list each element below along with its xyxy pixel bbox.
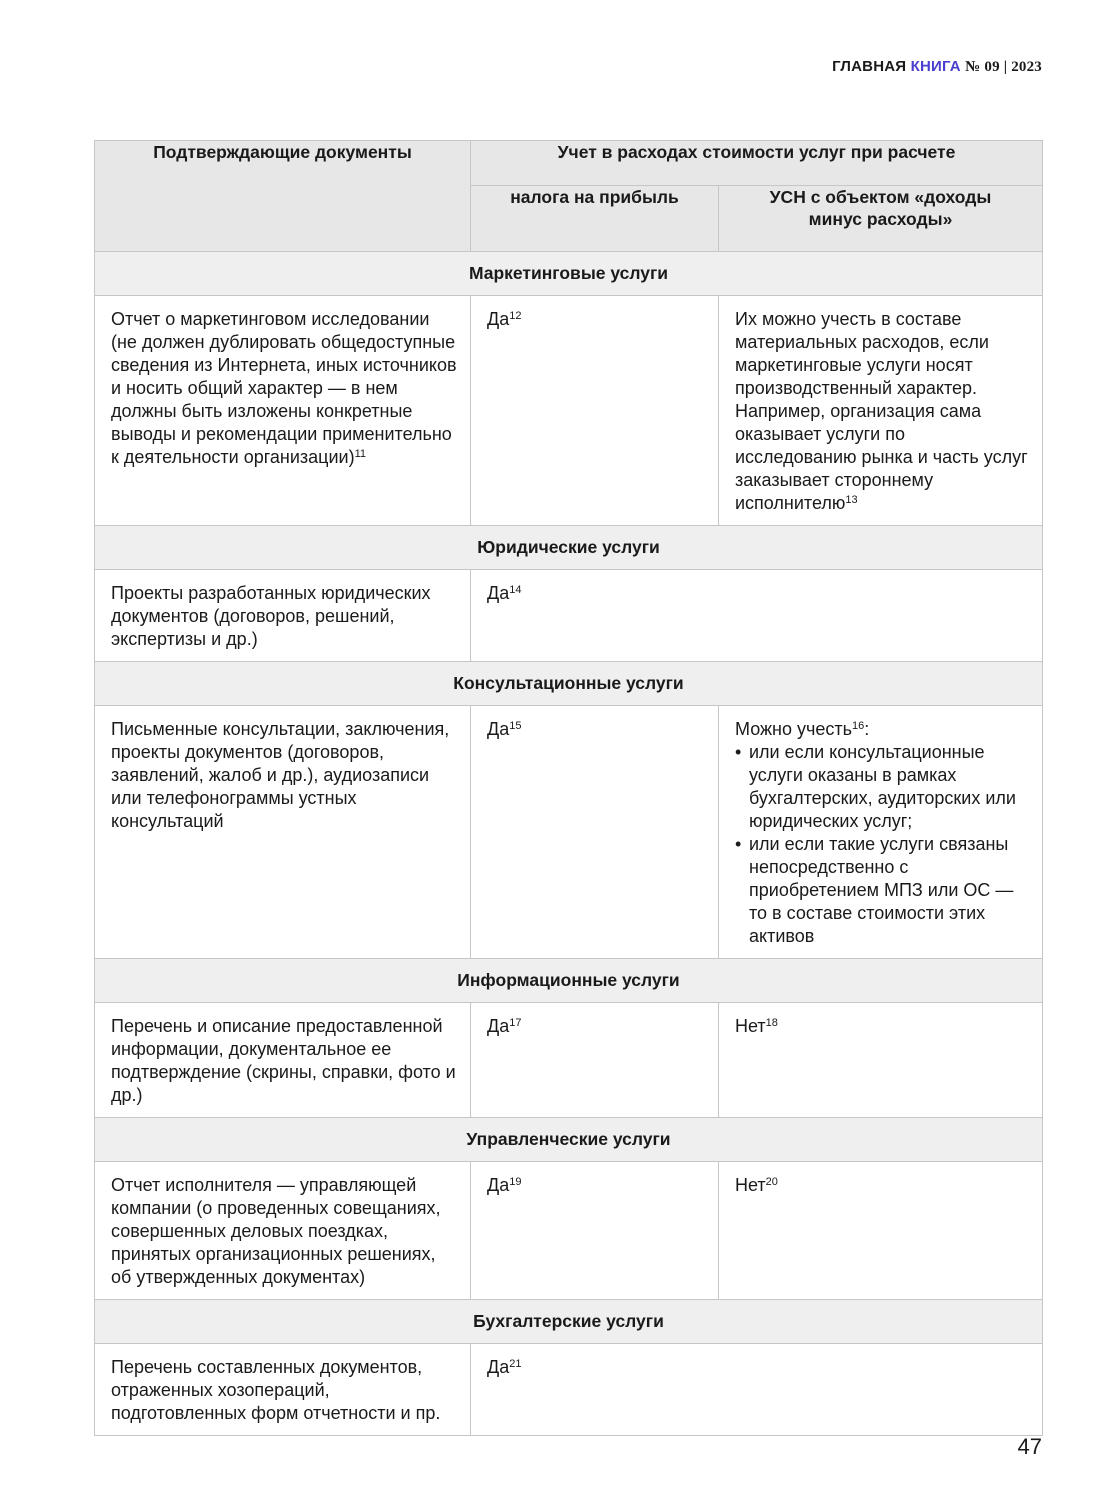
profit-text: Да xyxy=(487,1357,510,1377)
footnote-ref: 14 xyxy=(509,584,522,596)
header-docs: Подтверждающие документы xyxy=(95,141,471,252)
usn-bullet-list xyxy=(735,741,1030,948)
section-title: Маркетинговые услуги xyxy=(95,252,1043,296)
footnote-ref: 16 xyxy=(852,720,865,732)
header-usn-label: УСН с объектом «доходы минус расходы» xyxy=(769,187,992,230)
footnote-ref: 11 xyxy=(354,448,367,460)
docs-cell xyxy=(95,1162,471,1300)
section-title: Бухгалтерские услуги xyxy=(95,1300,1043,1344)
docs-text: Перечень составленных документов, отраженных хозопераций, подготовленных форм отчетности и пр. xyxy=(111,1357,441,1423)
docs-text: Письменные консультации, заключения, проекты документов (договоров, заявлений, жалоб и др.), аудиозаписи или телефонограммы устных консультаций xyxy=(111,719,450,831)
usn-text: Их можно учесть в составе материальных расходов, если маркетинговые услуги носят производственный характер. Например, организация сама оказывает услуги по исследованию рынка и часть услуг заказывает стороннему исполнителю xyxy=(735,309,1028,513)
docs-text: Отчет о маркетинговом исследовании (не должен дублировать общедоступные сведения из Интернета, иных источников и носить общий характер — в нем должны быть изложены конкретные выводы и рекомендации применительно к деятельности организации) xyxy=(111,309,457,467)
section-row xyxy=(95,959,1043,1003)
footnote-ref: 19 xyxy=(509,1176,522,1188)
table-row xyxy=(95,570,1043,662)
header-expense-group: Учет в расходах стоимости услуг при расчете xyxy=(471,141,1043,186)
header-usn xyxy=(719,186,1043,252)
magazine-header xyxy=(832,58,1042,76)
footnote-ref: 17 xyxy=(509,1017,522,1029)
profit-cell xyxy=(471,706,719,959)
table-row xyxy=(95,296,1043,526)
header-profit-tax: налога на прибыль xyxy=(471,186,719,252)
brand-name-part1: ГЛАВНАЯ xyxy=(832,58,907,75)
section-row xyxy=(95,662,1043,706)
table-row xyxy=(95,1003,1043,1118)
profit-text: Да xyxy=(487,1016,510,1036)
page-number: 47 xyxy=(1017,1434,1042,1459)
usn-cell: Можно учесть$^{16}$: • или если консультационные услуги оказаны в рамках бухгалтерских, аудиторских или юридических услуг; • или если такие услуги связаны непосредственно с приобретением МПЗ или ОС — то в составе стоимости этих активов xyxy=(719,706,1043,959)
list-item: • или если консультационные услуги оказаны в рамках бухгалтерских, аудиторских или юридических услуг; xyxy=(735,741,1030,833)
section-row xyxy=(95,1300,1043,1344)
usn-text: Нет xyxy=(735,1175,766,1195)
docs-cell xyxy=(95,1344,471,1436)
profit-cell xyxy=(471,1344,1043,1436)
section-title: Информационные услуги xyxy=(95,959,1043,1003)
footnote-ref: 13 xyxy=(845,494,858,506)
footnote-ref: 15 xyxy=(509,720,522,732)
profit-cell xyxy=(471,1003,719,1118)
footnote-ref: 18 xyxy=(765,1017,778,1029)
usn-intro: Можно учесть xyxy=(735,719,853,739)
profit-text: Да xyxy=(487,309,510,329)
docs-text: Перечень и описание предоставленной информации, документальное ее подтверждение (скрины, справки, фото и др.) xyxy=(111,1016,456,1105)
profit-text: Да xyxy=(487,583,510,603)
docs-cell xyxy=(95,570,471,662)
profit-text: Да xyxy=(487,719,510,739)
profit-text: Да xyxy=(487,1175,510,1195)
section-row xyxy=(95,1118,1043,1162)
section-title: Управленческие услуги xyxy=(95,1118,1043,1162)
section-row xyxy=(95,252,1043,296)
usn-text: Нет xyxy=(735,1016,766,1036)
table-row xyxy=(95,1162,1043,1300)
footnote-ref: 20 xyxy=(765,1176,778,1188)
section-row xyxy=(95,526,1043,570)
table-row xyxy=(95,1344,1043,1436)
profit-cell xyxy=(471,570,1043,662)
usn-cell xyxy=(719,1003,1043,1118)
profit-cell xyxy=(471,1162,719,1300)
section-title: Консультационные услуги xyxy=(95,662,1043,706)
table-row xyxy=(95,706,1043,959)
profit-cell xyxy=(471,296,719,526)
brand-name-part2: КНИГА xyxy=(910,58,961,75)
docs-text: Отчет исполнителя — управляющей компании (о проведенных совещаниях, совершенных деловых поездках, принятых организационных решениях, об утвержденных документах) xyxy=(111,1175,441,1287)
usn-cell xyxy=(719,296,1043,526)
docs-text: Проекты разработанных юридических документов (договоров, решений, экспертизы и др.) xyxy=(111,583,431,649)
footnote-ref: 12 xyxy=(509,310,522,322)
issue-number: № 09 | 2023 xyxy=(965,59,1042,75)
services-table xyxy=(94,140,1043,1436)
docs-cell xyxy=(95,1003,471,1118)
list-item: • или если такие услуги связаны непосредственно с приобретением МПЗ или ОС — то в составе стоимости этих активов xyxy=(735,833,1030,948)
footnote-ref: 21 xyxy=(509,1358,522,1370)
docs-cell xyxy=(95,706,471,959)
docs-cell xyxy=(95,296,471,526)
usn-cell xyxy=(719,1162,1043,1300)
section-title: Юридические услуги xyxy=(95,526,1043,570)
